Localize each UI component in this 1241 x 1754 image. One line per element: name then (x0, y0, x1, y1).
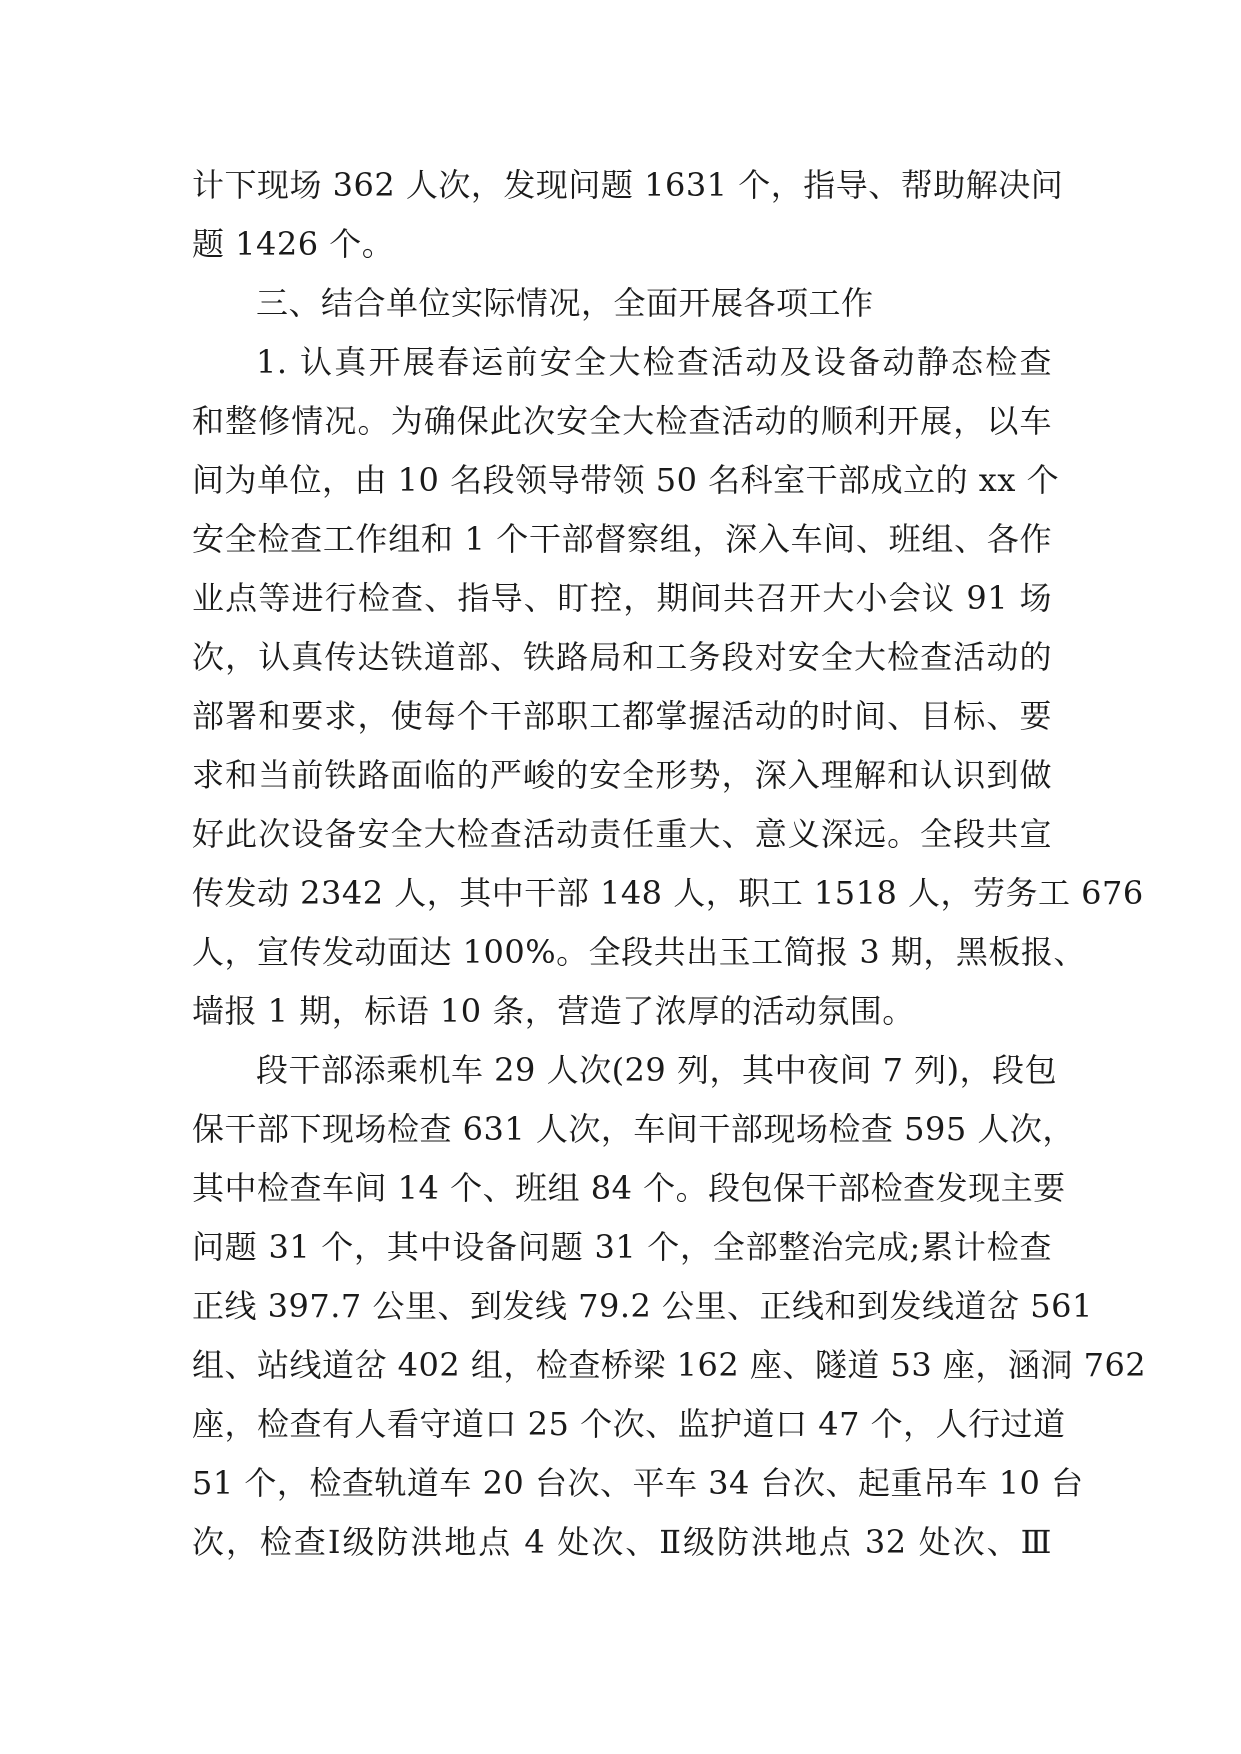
body-text-line: 座，检查有人看守道口 25 个次、监护道口 47 个，人行过道 (192, 1405, 1066, 1443)
body-text-line: 问题 31 个，其中设备问题 31 个，全部整治完成;累计检查 (192, 1228, 1052, 1266)
body-text-line: 1. 认真开展春运前安全大检查活动及设备动静态检查 (256, 343, 1052, 381)
body-text-line: 求和当前铁路面临的严峻的安全形势，深入理解和认识到做 (192, 756, 1052, 794)
body-text-line: 业点等进行检查、指导、盯控，期间共召开大小会议 91 场 (192, 579, 1052, 617)
body-text-line: 次，检查Ⅰ级防洪地点 4 处次、Ⅱ级防洪地点 32 处次、Ⅲ (192, 1523, 1052, 1561)
body-text-line: 次，认真传达铁道部、铁路局和工务段对安全大检查活动的 (192, 638, 1052, 676)
body-text-line: 正线 397.7 公里、到发线 79.2 公里、正线和到发线道岔 561 (192, 1287, 1093, 1325)
body-text-line: 段干部添乘机车 29 人次(29 列，其中夜间 7 列)，段包 (256, 1051, 1058, 1089)
body-text-line: 计下现场 362 人次，发现问题 1631 个，指导、帮助解决问 (192, 166, 1064, 204)
body-text-line: 安全检查工作组和 1 个干部督察组，深入车间、班组、各作 (192, 520, 1052, 558)
body-text-line: 墙报 1 期，标语 10 条，营造了浓厚的活动氛围。 (192, 992, 915, 1030)
body-text-line: 保干部下现场检查 631 人次，车间干部现场检查 595 人次， (192, 1110, 1075, 1148)
body-text-line: 51 个，检查轨道车 20 台次、平车 34 台次、起重吊车 10 台 (192, 1464, 1084, 1502)
body-text-line: 组、站线道岔 402 组，检查桥梁 162 座、隧道 53 座，涵洞 762 (192, 1346, 1147, 1384)
body-text-line: 人，宣传发动面达 100%。全段共出玉工简报 3 期，黑板报、 (192, 933, 1086, 971)
body-text-line: 传发动 2342 人，其中干部 148 人，职工 1518 人，劳务工 676 (192, 874, 1144, 912)
body-text-line: 和整修情况。为确保此次安全大检查活动的顺利开展，以车 (192, 402, 1052, 440)
body-text-line: 好此次设备安全大检查活动责任重大、意义深远。全段共宣 (192, 815, 1052, 853)
body-text-line: 部署和要求，使每个干部职工都掌握活动的时间、目标、要 (192, 697, 1052, 735)
section-heading: 三、结合单位实际情况，全面开展各项工作 (256, 284, 874, 322)
body-text-line: 间为单位，由 10 名段领导带领 50 名科室干部成立的 xx 个 (192, 461, 1060, 499)
body-text-line: 题 1426 个。 (192, 225, 395, 263)
body-text-line: 其中检查车间 14 个、班组 84 个。段包保干部检查发现主要 (192, 1169, 1066, 1207)
